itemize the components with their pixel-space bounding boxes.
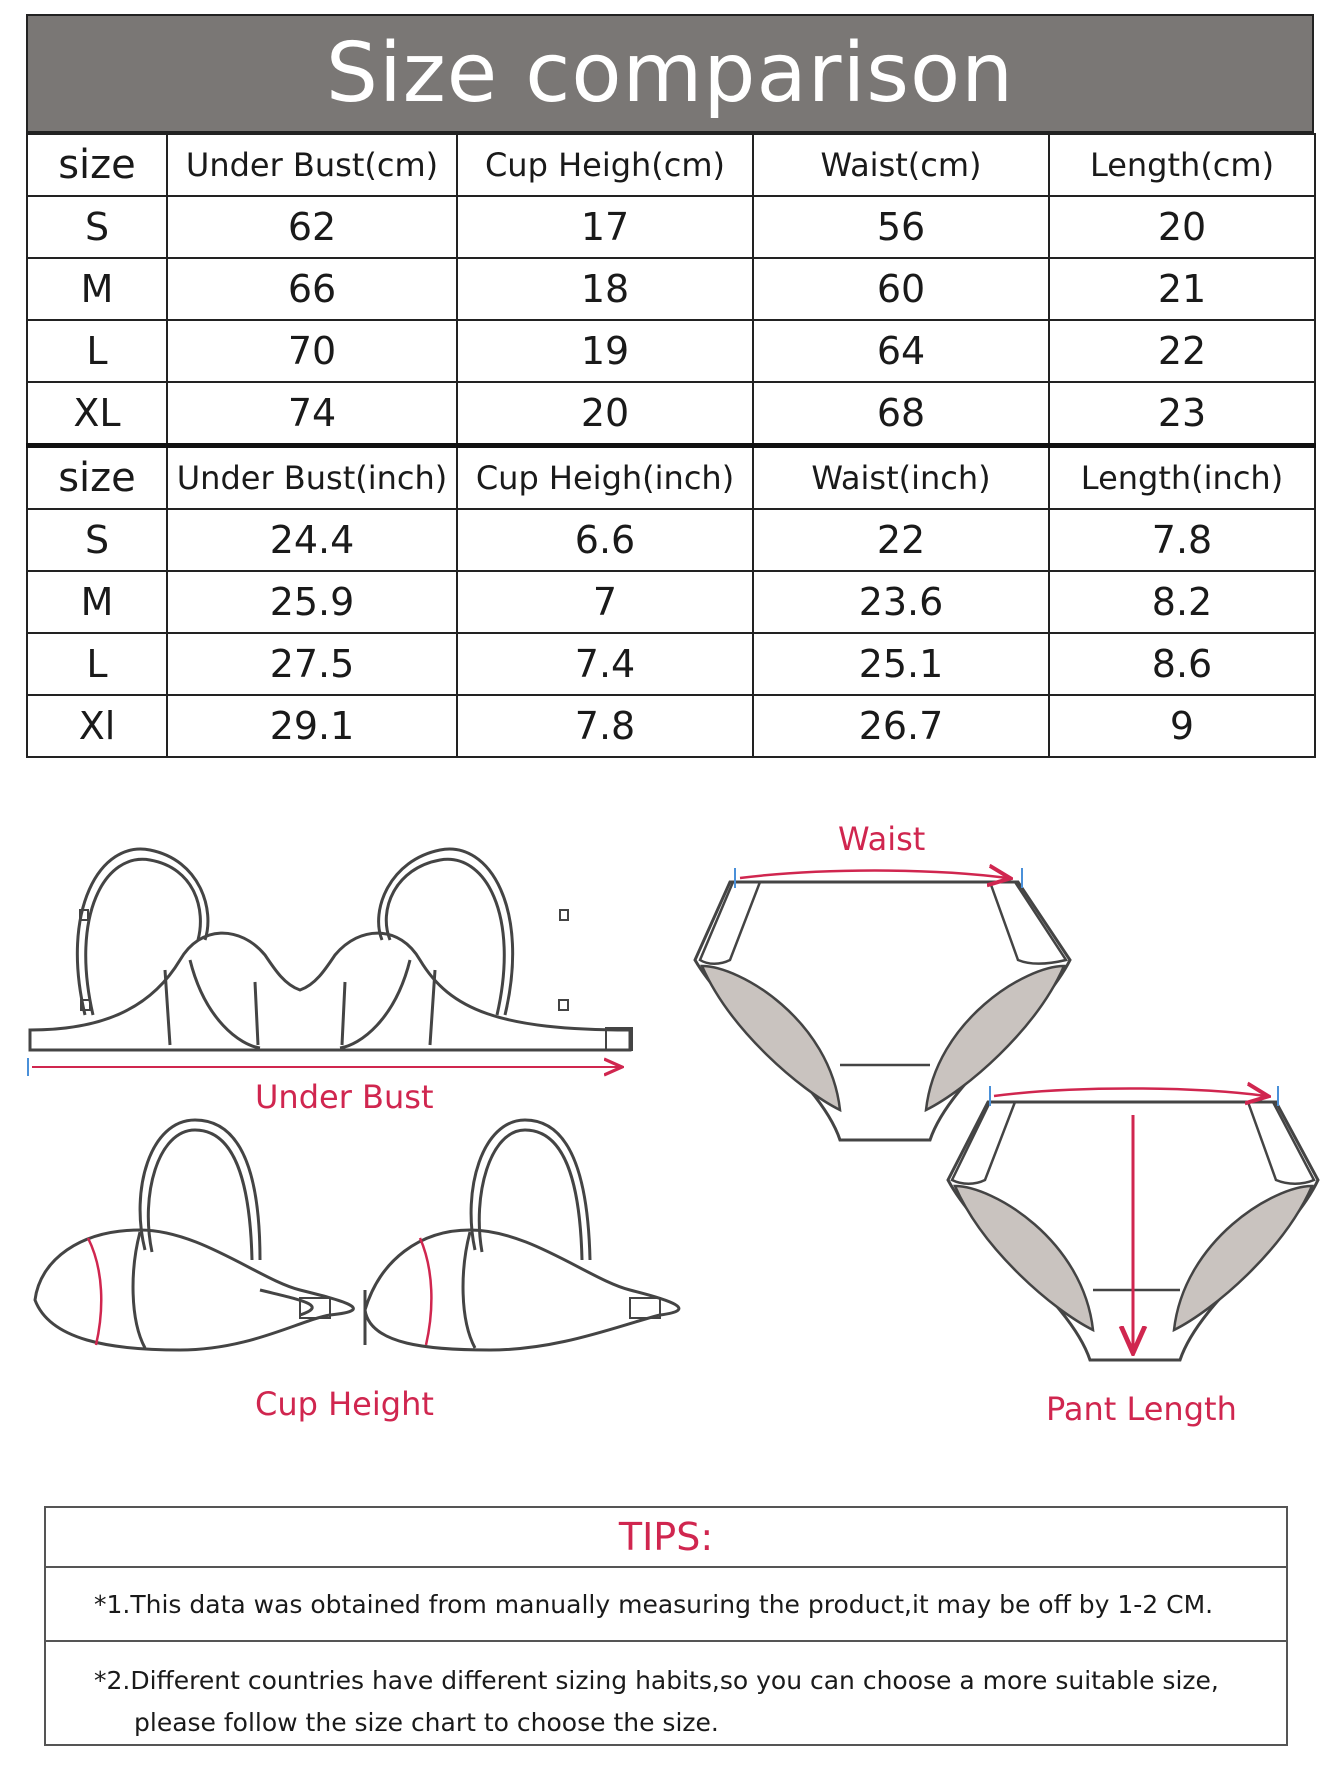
size-table bbox=[26, 133, 1316, 758]
cm-table-header-row bbox=[27, 134, 1315, 196]
measurement-cell: 60 bbox=[753, 258, 1049, 320]
inch-table-header-row bbox=[27, 446, 1315, 510]
measurement-cell: 25.1 bbox=[753, 633, 1049, 695]
pant-waist-arrow bbox=[994, 1089, 1266, 1097]
measurement-cell: 66 bbox=[167, 258, 457, 320]
measurement-cell: 23.6 bbox=[753, 571, 1049, 633]
measurement-cell: 23 bbox=[1049, 382, 1315, 446]
size-cell: L bbox=[27, 320, 167, 382]
size-cell: S bbox=[27, 509, 167, 571]
table-row bbox=[27, 320, 1315, 382]
bra-side-drawing-1 bbox=[35, 1120, 353, 1350]
tips-title: TIPS: bbox=[46, 1508, 1286, 1568]
measurement-cell: 19 bbox=[457, 320, 753, 382]
bra-front-drawing bbox=[30, 849, 632, 1050]
measurement-cell: 8.6 bbox=[1049, 633, 1315, 695]
tips-box bbox=[44, 1506, 1288, 1746]
measurement-diagrams bbox=[0, 790, 1340, 1470]
table-row bbox=[27, 571, 1315, 633]
page-title: Size comparison bbox=[325, 26, 1015, 121]
bra-side-drawing-2 bbox=[365, 1120, 679, 1350]
column-header: size bbox=[27, 446, 167, 510]
waist-arrow bbox=[740, 871, 1008, 879]
column-header: Length(inch) bbox=[1049, 446, 1315, 510]
column-header: Cup Heigh(inch) bbox=[457, 446, 753, 510]
measurement-cell: 29.1 bbox=[167, 695, 457, 757]
table-row bbox=[27, 509, 1315, 571]
measurement-cell: 20 bbox=[1049, 196, 1315, 258]
measurement-cell: 25.9 bbox=[167, 571, 457, 633]
measurement-cell: 64 bbox=[753, 320, 1049, 382]
size-cell: M bbox=[27, 258, 167, 320]
column-header: Under Bust(cm) bbox=[167, 134, 457, 196]
table-row bbox=[27, 382, 1315, 446]
measurement-cell: 6.6 bbox=[457, 509, 753, 571]
size-cell: XL bbox=[27, 382, 167, 446]
cup-height-arrow-2 bbox=[420, 1238, 431, 1345]
measurement-cell: 7 bbox=[457, 571, 753, 633]
cup-height-label: Cup Height bbox=[255, 1385, 434, 1423]
column-header: Waist(cm) bbox=[753, 134, 1049, 196]
column-header: size bbox=[27, 134, 167, 196]
title-bar bbox=[26, 14, 1314, 133]
measurement-cell: 27.5 bbox=[167, 633, 457, 695]
measurement-cell: 22 bbox=[753, 509, 1049, 571]
measurement-cell: 17 bbox=[457, 196, 753, 258]
measurement-cell: 62 bbox=[167, 196, 457, 258]
size-cell: L bbox=[27, 633, 167, 695]
under-bust-label: Under Bust bbox=[255, 1078, 434, 1116]
measurement-cell: 22 bbox=[1049, 320, 1315, 382]
tip-2-line-2: please follow the size chart to choose the size. bbox=[134, 1708, 719, 1737]
measurement-cell: 7.4 bbox=[457, 633, 753, 695]
measurement-cell: 24.4 bbox=[167, 509, 457, 571]
measurement-cell: 26.7 bbox=[753, 695, 1049, 757]
column-header: Length(cm) bbox=[1049, 134, 1315, 196]
tip-1: *1.This data was obtained from manually measuring the product,it may be off by 1-2 CM. bbox=[46, 1568, 1286, 1642]
measurement-cell: 21 bbox=[1049, 258, 1315, 320]
table-row bbox=[27, 196, 1315, 258]
size-cell: M bbox=[27, 571, 167, 633]
column-header: Cup Heigh(cm) bbox=[457, 134, 753, 196]
measurement-cell: 56 bbox=[753, 196, 1049, 258]
column-header: Waist(inch) bbox=[753, 446, 1049, 510]
size-cell: Xl bbox=[27, 695, 167, 757]
table-row bbox=[27, 695, 1315, 757]
table-row bbox=[27, 633, 1315, 695]
measurement-cell: 9 bbox=[1049, 695, 1315, 757]
measurement-cell: 18 bbox=[457, 258, 753, 320]
pant-length-label: Pant Length bbox=[1046, 1390, 1237, 1428]
cup-height-arrow-1 bbox=[88, 1238, 101, 1345]
measurement-cell: 8.2 bbox=[1049, 571, 1315, 633]
waist-label: Waist bbox=[838, 820, 926, 858]
measurement-cell: 20 bbox=[457, 382, 753, 446]
measurement-cell: 7.8 bbox=[457, 695, 753, 757]
measurement-cell: 68 bbox=[753, 382, 1049, 446]
diagram-illustrations bbox=[0, 790, 1340, 1470]
measurement-cell: 74 bbox=[167, 382, 457, 446]
measurement-cell: 70 bbox=[167, 320, 457, 382]
size-chart bbox=[26, 14, 1314, 758]
tip-2-line-1: *2.Different countries have different sizing habits,so you can choose a more suitable size, bbox=[94, 1666, 1219, 1695]
column-header: Under Bust(inch) bbox=[167, 446, 457, 510]
measurement-cell: 7.8 bbox=[1049, 509, 1315, 571]
tip-2 bbox=[46, 1642, 1286, 1744]
table-row bbox=[27, 258, 1315, 320]
size-cell: S bbox=[27, 196, 167, 258]
